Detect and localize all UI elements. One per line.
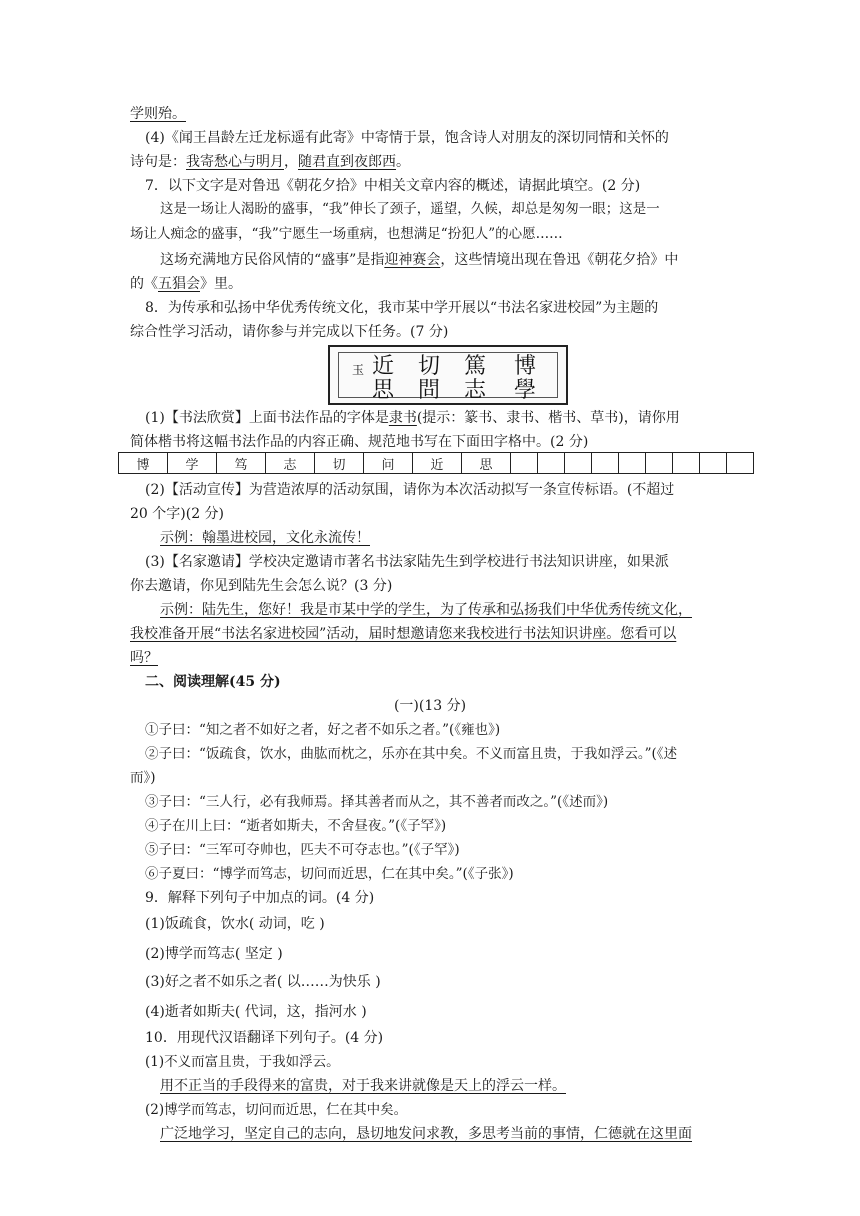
text-line: (2)【活动宣传】为营造浓厚的活动氛围，请你为本次活动拟写一条宣传标语。(不超过 [145, 482, 675, 498]
reading-line: ⑤子曰：“三军可夺帅也，匹夫不可夺志也。”(《子罕》) [145, 842, 460, 858]
calligraphy-char: 思 [372, 378, 395, 403]
answer: 五猖会 [158, 276, 200, 292]
calligraphy-char: 學 [514, 378, 537, 403]
grid-cell [700, 453, 727, 474]
question-7: 7．以下文字是对鲁迅《朝花夕拾》中相关文章内容的概述，请据此填空。(2 分) [145, 178, 641, 194]
calligraphy-char: 志 [464, 378, 487, 403]
text-line: (3)好之者不如乐之者( 以……为快乐 ) [145, 974, 381, 990]
text-line: 简体楷书将这幅书法作品的内容正确、规范地书写在下面田字格中。(2 分) [130, 434, 589, 450]
grid-cell [619, 453, 646, 474]
question-8: 8．为传承和弘扬中华优秀传统文化，我市某中学开展以“书法名家进校园”为主题的 [145, 300, 659, 316]
grid-cell: 学 [168, 453, 217, 474]
answer-line: 广泛地学习，坚定自己的志向，恳切地发问求教，多思考当前的事情，仁德就在这里面 [160, 1126, 692, 1142]
text-line: 20 个字)(2 分) [130, 506, 225, 522]
text-line: (4)逝者如斯夫( 代词，这，指河水 ) [145, 1004, 367, 1020]
answer-line: 吗？ [130, 650, 158, 666]
seal-mark: 玉 [352, 363, 365, 377]
reading-line: 而》) [130, 770, 156, 786]
grid-cell: 近 [413, 453, 462, 474]
text-line: (1)不义而富且贵，于我如浮云。 [145, 1054, 340, 1070]
calligraphy-char: 切 [418, 354, 441, 379]
answer-line: 示例：翰墨进校园，文化永流传！ [160, 530, 370, 546]
reading-line: ④子在川上曰：“逝者如斯夫，不舍昼夜。”(《子罕》) [145, 818, 447, 834]
text-line: 诗句是：我寄愁心与明月，随君直到夜郎西。 [130, 154, 410, 170]
grid-cell [727, 453, 754, 474]
grid-cell [592, 453, 619, 474]
passage-line: 这是一场让人渴盼的盛事，“我”伸长了颈子，遥望，久候，却总是匆匆一眼；这是一 [160, 201, 660, 217]
grid-cell: 志 [266, 453, 315, 474]
writing-grid [118, 452, 754, 474]
text-line: (2)博学而笃志( 坚定 ) [145, 946, 283, 962]
answer-line: 示例：陆先生，您好！我是市某中学的学生，为了传承和弘扬我们中华优秀传统文化， [160, 602, 692, 618]
calligraphy-char: 博 [514, 354, 537, 379]
reading-line: ②子曰：“饭疏食，饮水，曲肱而枕之，乐亦在其中矣。不义而富且贵，于我如浮云。”(《述 [145, 746, 678, 762]
text-line: 的《五猖会》里。 [130, 276, 242, 292]
grid-cell [511, 453, 538, 474]
grid-cell: 问 [364, 453, 413, 474]
text-line: (3)【名家邀请】学校决定邀请市著名书法家陆先生到学校进行书法知识讲座，如果派 [145, 554, 669, 570]
grid-cell: 思 [462, 453, 511, 474]
question-9: 9．解释下列句子中加点的词。(4 分) [145, 890, 375, 906]
text-line: (2)博学而笃志，切问而近思，仁在其中矣。 [145, 1102, 408, 1118]
passage-line: 场让人痴念的盛事，“我”宁愿生一场重病，也想满足“扮犯人”的心愿…… [130, 226, 563, 242]
grid-cell: 切 [315, 453, 364, 474]
answer: 我寄愁心与明月 [186, 154, 284, 170]
answer-line: 用不正当的手段得来的富贵，对于我来讲就像是天上的浮云一样。 [160, 1078, 566, 1094]
calligraphy-char: 問 [418, 378, 441, 403]
answer: 隶书 [388, 410, 417, 426]
text-line: (4)《闻王昌龄左迁龙标遥有此寄》中寄情于景，饱含诗人对朋友的深切同情和关怀的 [145, 130, 669, 146]
text-line: 这场充满地方民俗风情的“盛事”是指迎神赛会，这些情境出现在鲁迅《朝花夕拾》中 [160, 252, 679, 268]
calligraphy-char: 篤 [464, 354, 487, 379]
text-line: (1)饭疏食，饮水( 动词，吃 ) [145, 916, 325, 932]
subsection-heading: (一)(13 分) [393, 698, 467, 714]
grid-cell [538, 453, 565, 474]
reading-line: ⑥子夏曰：“博学而笃志，切问而近思，仁在其中矣。”(《子张》) [145, 866, 514, 882]
calligraphy-image [328, 345, 568, 405]
reading-line: ③子曰：“三人行，必有我师焉。择其善者而从之，其不善者而改之。”(《述而》) [145, 794, 609, 810]
answer-line: 我校准备开展“书法名家进校园”活动，届时想邀请您来我校进行书法知识讲座。您看可以 [130, 626, 677, 642]
grid-cell [565, 453, 592, 474]
question-10: 10．用现代汉语翻译下列句子。(4 分) [145, 1030, 384, 1046]
text-line: 学则殆。 [130, 106, 186, 122]
text-line: 综合性学习活动，请你参与并完成以下任务。(7 分) [130, 324, 449, 340]
grid-cell: 博 [119, 453, 168, 474]
text-line: 你去邀请，你见到陆先生会怎么说？(3 分) [130, 578, 393, 594]
grid-cell: 笃 [217, 453, 266, 474]
answer: 随君直到夜郎西 [298, 154, 396, 170]
section-heading: 二、阅读理解(45 分) [145, 674, 281, 690]
reading-line: ①子曰：“知之者不如好之者，好之者不如乐之者。”(《雍也》) [145, 722, 501, 738]
grid-cell [646, 453, 673, 474]
calligraphy-char: 近 [372, 354, 395, 379]
text-line: (1)【书法欣赏】上面书法作品的字体是隶书(提示：篆书、隶书、楷书、草书)，请你用 [145, 410, 680, 426]
answer: 迎神赛会 [384, 252, 441, 268]
grid-cell [673, 453, 700, 474]
